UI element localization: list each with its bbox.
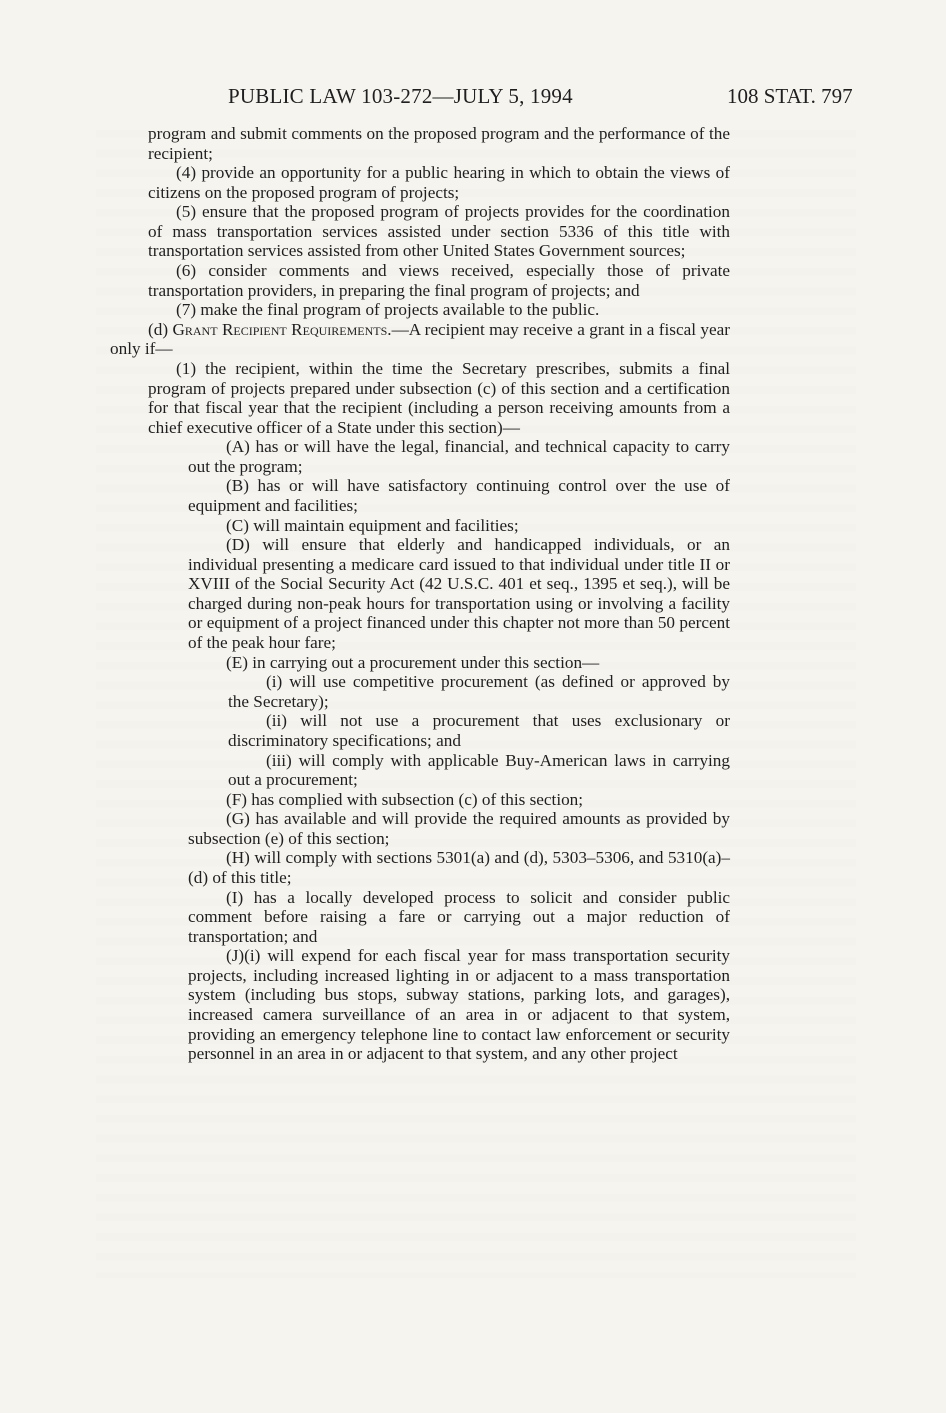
clause-D: (D) will ensure that elderly and handicapped individuals, or an individual presenting a medicare card issued to that individual under title II or XVIII of the Social Security Act (42 U.S.C. 401 et seq., 1395 et seq.), will be charged during non-peak hours for transportation using or involving a facility or equipment of a project financed under this chapter not more than 50 percent of the peak hour fare; (188, 535, 730, 653)
clause-E: (E) in carrying out a procurement under this section— (226, 652, 600, 672)
header-law-citation: PUBLIC LAW 103-272—JULY 5, 1994 (228, 84, 573, 108)
clause-F: (F) has complied with subsection (c) of this section; (226, 789, 584, 809)
paragraph-4: (4) provide an opportunity for a public hearing in which to obtain the views of citizens on the proposed program of projects; (148, 163, 730, 202)
clause-I: (I) has a locally developed process to solicit and consider public comment before raising a fare or carrying out a major reduction of transportation; and (188, 887, 730, 946)
subsection-d (110, 320, 730, 359)
clause-E-ii: (ii) will not use a procurement that uses exclusionary or discriminatory specifications; and (228, 711, 730, 750)
paragraph-continued: program and submit comments on the proposed program and the performance of the recipient; (148, 124, 730, 163)
clause-G: (G) has available and will provide the required amounts as provided by subsection (e) of this section; (188, 809, 730, 848)
clause-E-iii: (iii) will comply with applicable Buy-American laws in carrying out a procurement; (228, 750, 730, 790)
clause-J: (J)(i) will expend for each fiscal year for mass transportation security projects, including increased lighting in or adjacent to a mass transportation system (including bus stops, subway stations, parking lots, and garages), increased camera surveillance of an area in or adjacent to that system, providing an emergency telephone line to contact law enforcement or security personnel in an area in or adjacent to that system, and any other project (188, 946, 730, 1064)
clause-H: (H) will comply with sections 5301(a) and (d), 5303–5306, and 5310(a)–(d) of this title; (188, 848, 730, 887)
clause-B: (B) has or will have satisfactory continuing control over the use of equipment and facilities; (188, 476, 730, 515)
page-header (0, 84, 946, 114)
subsection-d-text: —A recipient may receive a grant in a fiscal year only if— (110, 319, 730, 359)
clause-C: (C) will maintain equipment and facilities; (226, 515, 519, 535)
paragraph-6: (6) consider comments and views received, especially those of private transportation providers, in preparing the final program of projects; and (148, 261, 730, 300)
subsection-d-heading: Grant Recipient Requirements. (172, 319, 392, 339)
paragraph-5: (5) ensure that the proposed program of projects provides for the coordination of mass transportation services assisted under section 5336 of this title with transportation services assisted from other United States Government sources; (148, 202, 730, 261)
document-body (110, 124, 730, 1064)
paragraph-7: (7) make the final program of projects available to the public. (176, 300, 600, 320)
subsection-d-prefix: (d) (148, 319, 173, 339)
paragraph-d1: (1) the recipient, within the time the Secretary prescribes, submits a final program of projects prepared under subsection (c) of this section and a certification for that fiscal year that the recipient (including a person receiving amounts from a chief executive officer of a State under this section)— (148, 358, 730, 437)
clause-A: (A) has or will have the legal, financial, and technical capacity to carry out the program; (188, 437, 730, 476)
header-statute-page: 108 STAT. 797 (727, 84, 853, 108)
clause-E-i: (i) will use competitive procurement (as defined or approved by the Secretary); (228, 672, 730, 711)
